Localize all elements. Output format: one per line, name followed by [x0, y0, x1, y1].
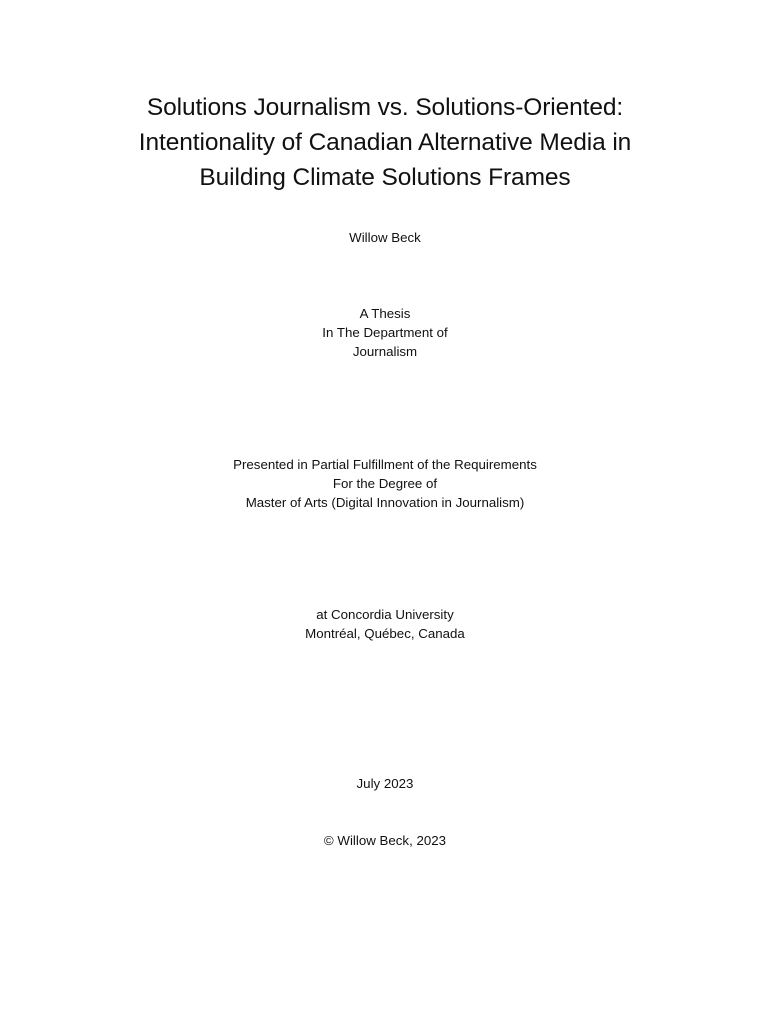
- title-line-1: Solutions Journalism vs. Solutions-Oriented:: [146, 94, 624, 121]
- submission-date: July 2023: [356, 776, 414, 791]
- thesis-label: A Thesis: [359, 306, 411, 321]
- department-name: Journalism: [352, 344, 418, 359]
- degree-block: [0, 455, 770, 512]
- university-location: Montréal, Québec, Canada: [305, 626, 465, 641]
- title-line-3: Building Climate Solutions Frames: [199, 164, 571, 191]
- department-label: In The Department of: [322, 325, 448, 340]
- author-block: [0, 228, 770, 247]
- author-name: Willow Beck: [349, 230, 421, 245]
- copyright-notice: © Willow Beck, 2023: [323, 833, 447, 848]
- title-line-2: Intentionality of Canadian Alternative Media in: [138, 129, 632, 156]
- date-block: [0, 774, 770, 793]
- fulfillment-statement: Presented in Partial Fulfillment of the Requirements: [233, 457, 537, 472]
- department-block: [0, 304, 770, 361]
- university-block: [0, 605, 770, 643]
- copyright-block: [0, 831, 770, 850]
- university-name: at Concordia University: [316, 607, 454, 622]
- degree-name: Master of Arts (Digital Innovation in Journalism): [245, 495, 525, 510]
- degree-label: For the Degree of: [332, 476, 438, 491]
- thesis-title: [0, 90, 770, 195]
